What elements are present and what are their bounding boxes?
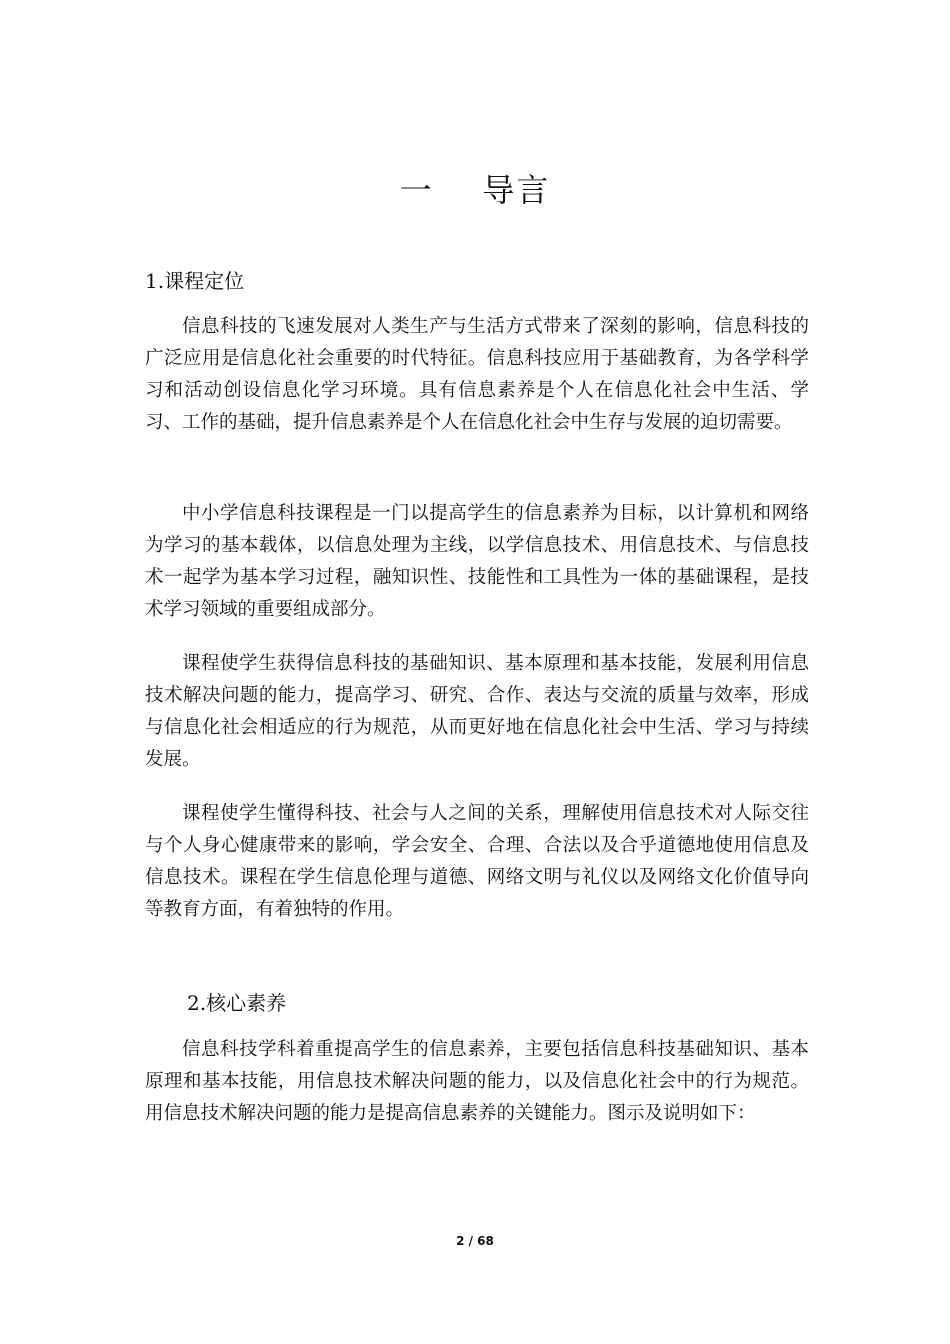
paragraph-course-positioning-2: 中小学信息科技课程是一门以提高学生的信息素养为目标，以计算机和网络为学习的基本载体，以信息处理为主线，以学信息技术、用信息技术、与信息技术一起学为基本学习过程，融知识性、技能性和工具性为一体的基础课程，是技术学习领域的重要组成部分。 xyxy=(145,503,809,620)
section-heading-course-positioning: 1.课程定位 xyxy=(145,269,245,293)
paragraph-core-literacy-1: 信息科技学科着重提高学生的信息素养，主要包括信息科技基础知识、基本原理和基本技能，用信息技术解决问题的能力，以及信息化社会中的行为规范。用信息技术解决问题的能力是提高信息素养的关键能力。图示及说明如下： xyxy=(145,1039,809,1124)
paragraph-course-positioning-1: 信息科技的飞速发展对人类生产与生活方式带来了深刻的影响，信息科技的广泛应用是信息化社会重要的时代特征。信息科技应用于基础教育，为各学科学习和活动创设信息化学习环境。具有信息素养是个人在信息化社会中生活、学习、工作的基础，提升信息素养是个人在信息化社会中生存与发展的迫切需要。 xyxy=(145,316,809,433)
chapter-title: 一 导言 xyxy=(399,171,551,209)
page-number: 2 / 68 xyxy=(456,1234,494,1248)
paragraph-course-positioning-4: 课程使学生懂得科技、社会与人之间的关系，理解使用信息技术对人际交往与个人身心健康带来的影响，学会安全、合理、合法以及合乎道德地使用信息及信息技术。课程在学生信息伦理与道德、网络文明与礼仪以及网络文化价值导向等教育方面，有着独特的作用。 xyxy=(145,803,809,920)
section-heading-core-literacy: 2.核心素养 xyxy=(187,991,287,1015)
paragraph-course-positioning-3: 课程使学生获得信息科技的基础知识、基本原理和基本技能，发展利用信息技术解决问题的能力，提高学习、研究、合作、表达与交流的质量与效率，形成与信息化社会相适应的行为规范，从而更好地在信息化社会中生活、学习与持续发展。 xyxy=(145,653,809,770)
